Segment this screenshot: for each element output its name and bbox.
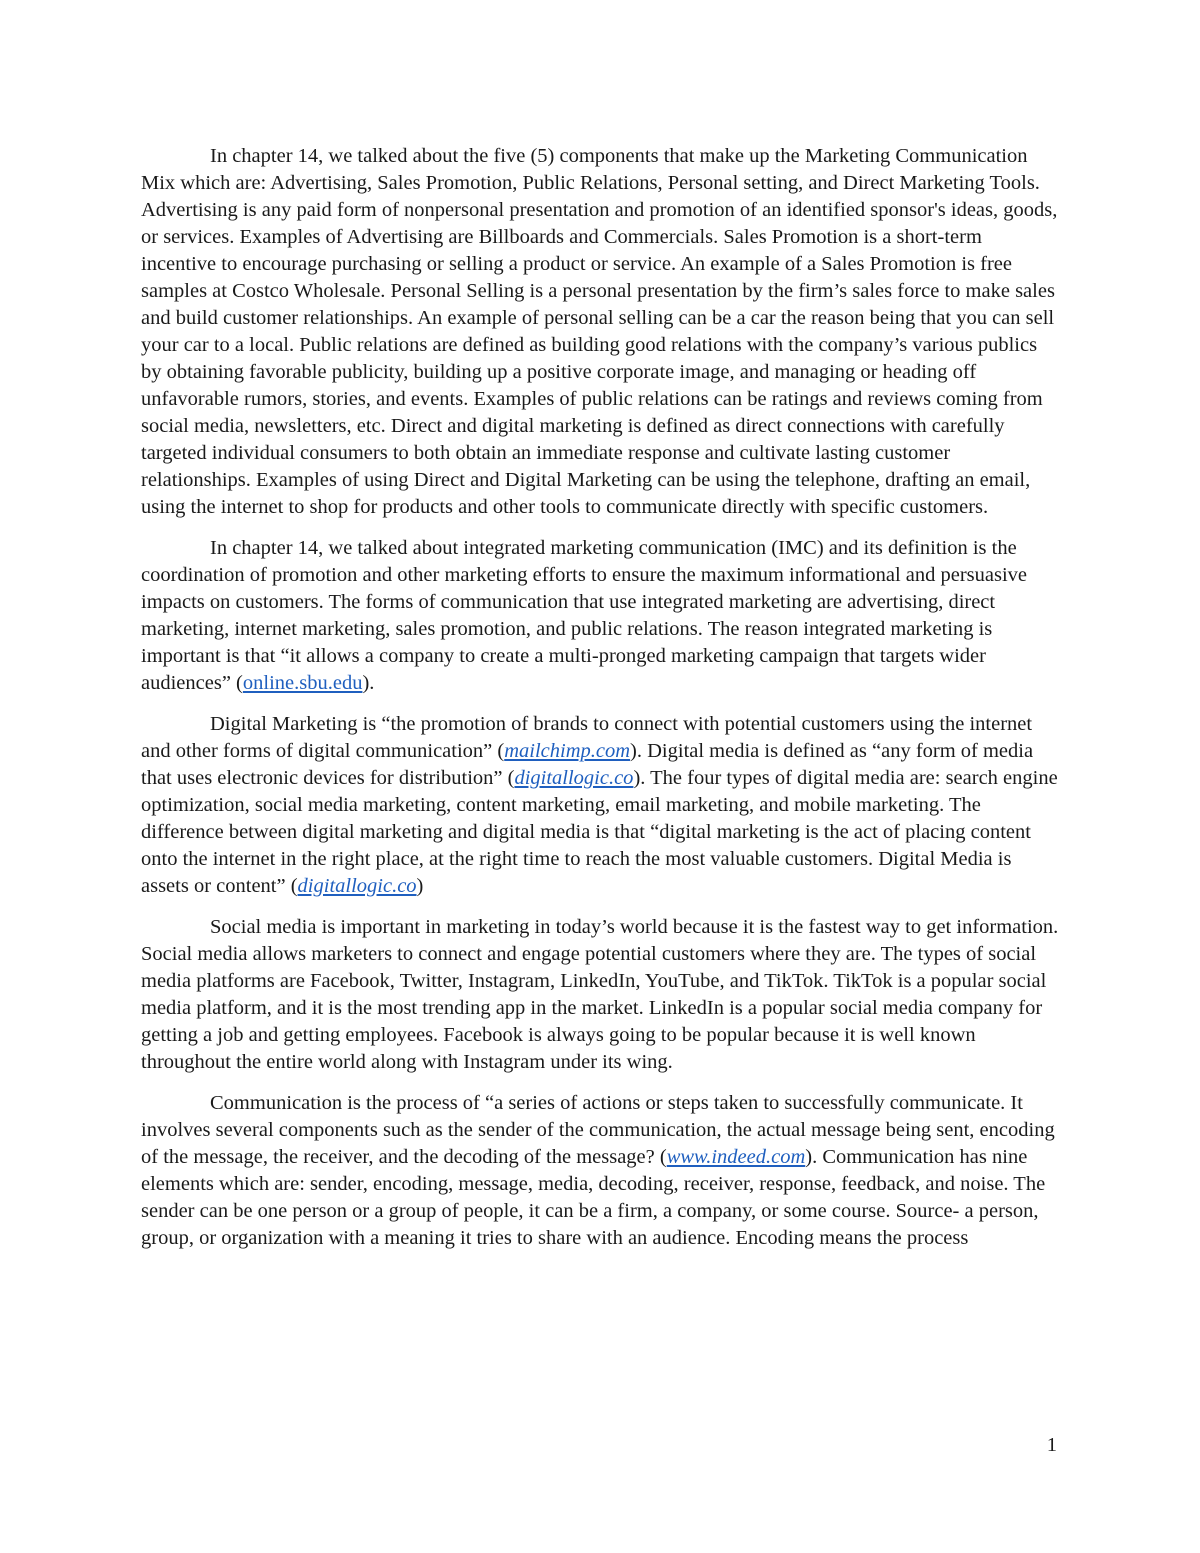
paragraph-text: ) [416, 875, 424, 897]
paragraph-text: Digital Marketing is “the promotion of brands to connect with potential customers using the internet and other forms of digital communication” ( [141, 713, 1033, 762]
citation-link-indeed[interactable]: www.indeed.com [666, 1146, 806, 1168]
citation-link-digitallogic-2[interactable]: digitallogic.co [297, 875, 417, 897]
paragraph-text: Communication is the process of “a series of actions or steps taken to successfully communicate. It involves several components such as the sender of the communication, the actual message being sent, encoding of the message, the receiver, and the decoding of the message? ( [141, 1092, 1055, 1168]
paragraph-communication [141, 1090, 1061, 1252]
paragraph-text: ). Communication has nine elements which are: sender, encoding, message, media, decoding, receiver, response, feedback, and noise. The sender can be one person or a group of people, it can be a firm, a company, or some course. Source- a person, group, or organization with a meaning it tries to share with an audience. Encoding means the process [141, 1146, 1046, 1249]
document-body [141, 143, 1061, 1266]
page-number: 1 [1046, 1434, 1057, 1456]
paragraph-text: In chapter 14, we talked about the five (5) components that make up the Marketing Communication Mix which are: Advertising, Sales Promotion, Public Relations, Personal setting, and Direct Marketing Tools. Advertising is any paid form of nonpersonal presentation and promotion of an identified sponsor's ideas, goods, or services. Examples of Advertising are Billboards and Commercials. Sales Promotion is a short-term incentive to encourage purchasing or selling a product or service. An example of a Sales Promotion is free samples at Costco Wholesale. Personal Selling is a personal presentation by the firm’s sales force to make sales and build customer relationships. An example of personal selling can be a car the reason being that you can sell your car to a local. Public relations are defined as building good relations with the company’s various publics by obtaining favorable publicity, building up a positive corporate image, and managing or heading off unfavorable rumors, stories, and events. Examples of public relations can be ratings and reviews coming from social media, newsletters, etc. Direct and digital marketing is defined as direct connections with carefully targeted individual consumers to both obtain an immediate response and cultivate lasting customer relationships. Examples of using Direct and Digital Marketing can be using the telephone, drafting an email, using the internet to shop for products and other tools to communicate directly with specific customers. [141, 145, 1058, 518]
citation-link-digitallogic[interactable]: digitallogic.co [514, 767, 634, 789]
paragraph-social-media [141, 914, 1061, 1076]
paragraph-communication-mix [141, 143, 1061, 521]
citation-link-mailchimp[interactable]: mailchimp.com [504, 740, 631, 762]
paragraph-text: ). [362, 672, 375, 694]
paragraph-text: Social media is important in marketing in today’s world because it is the fastest way to get information. Social media allows marketers to connect and engage potential customers where they are. The types of social media platforms are Facebook, Twitter, Instagram, LinkedIn, YouTube, and TikTok. TikTok is a popular social media platform, and it is the most trending app in the market. LinkedIn is a popular social media company for getting a job and getting employees. Facebook is always going to be popular because it is well known throughout the entire world along with Instagram under its wing. [141, 916, 1059, 1073]
paragraph-digital-marketing [141, 711, 1061, 900]
paragraph-text: ). The four types of digital media are: search engine optimization, social media marketing, content marketing, email marketing, and mobile marketing. The difference between digital marketing and digital media is that “digital marketing is the act of placing content onto the internet in the right place, at the right time to reach the most valuable customers. Digital Media is assets or content” ( [141, 767, 1058, 897]
paragraph-imc [141, 535, 1061, 697]
citation-link-sbu[interactable]: online.sbu.edu [242, 672, 363, 694]
paragraph-text: ). Digital media is defined as “any form of media that uses electronic devices for distribution” ( [141, 740, 1034, 789]
paragraph-text: In chapter 14, we talked about integrated marketing communication (IMC) and its definition is the coordination of promotion and other marketing efforts to ensure the maximum informational and persuasive impacts on customers. The forms of communication that use integrated marketing are advertising, direct marketing, internet marketing, sales promotion, and public relations. The reason integrated marketing is important is that “it allows a company to create a multi-pronged marketing campaign that targets wider audiences” ( [141, 537, 1028, 694]
